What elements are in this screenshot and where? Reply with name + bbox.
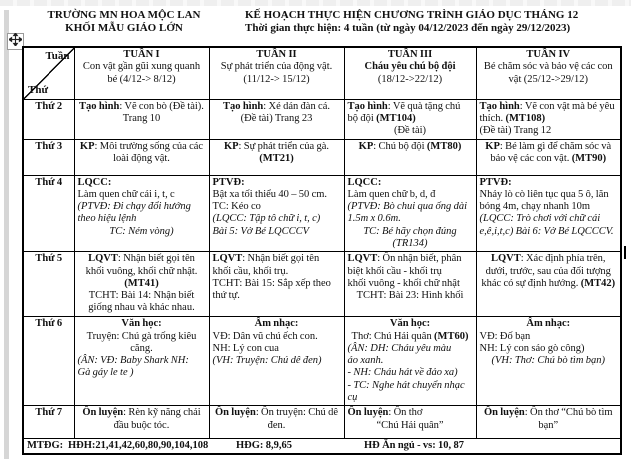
- cell-thu7-tuan3[interactable]: [344, 406, 476, 439]
- evaluation-row[interactable]: [23, 439, 621, 454]
- text-line: TUẦN IV: [526, 49, 571, 60]
- text-line: PTVĐ:: [212, 176, 245, 188]
- text-line: loài động vật.: [113, 152, 170, 164]
- text-line: KP: Bé làm gì để chăm sóc và: [485, 140, 612, 152]
- text-cursor: [624, 246, 626, 259]
- text-line: (ÂN: VĐ: Baby Shark NH:: [77, 355, 189, 367]
- cell-thu5-tuan1[interactable]: [74, 252, 209, 317]
- cell-thu5-tuan2[interactable]: [209, 252, 344, 317]
- text-line: TUẦN I: [123, 49, 160, 60]
- plan-title: [245, 9, 579, 34]
- text-line: Văn học:: [121, 318, 162, 330]
- text-line: (PTVĐ: Đi chạy đổi hướng: [77, 201, 191, 213]
- move-arrows-icon: [9, 33, 22, 51]
- hdg-values: HĐG: 8,9,65: [236, 440, 292, 452]
- text-line: Ôn luyện: Ôn thơ “Chú bò tìm: [483, 407, 613, 419]
- text-line: căng.: [130, 342, 153, 354]
- text-line: Gà gáy le te ): [77, 367, 134, 379]
- text-line: Tạo hình: Xé dán đàn cá.: [223, 100, 330, 112]
- cell-thu5-tuan3[interactable]: [344, 252, 476, 317]
- text-line: Ôn luyện: Rèn kỹ năng chải: [82, 407, 201, 419]
- text-line: bảo vệ các con vật. (MT90): [490, 152, 607, 164]
- cell-thu6-tuan1[interactable]: [74, 317, 209, 406]
- text-line: bé (4/12-> 8/12): [107, 73, 176, 85]
- plan-title-line2: Thời gian thực hiện: 4 tuần (từ ngày 04/12/2023 đến ngày 29/12/2023): [245, 21, 571, 34]
- cell-thu2-tuan3[interactable]: [344, 99, 476, 139]
- text-line: NH: Lý con cua: [212, 342, 279, 354]
- text-line: KP: Sự phát triển của gà.: [223, 140, 330, 152]
- text-line: TUẦN III: [387, 49, 433, 60]
- cell-thu3-tuan2[interactable]: [209, 139, 344, 175]
- text-line: (Đề tài): [393, 125, 427, 137]
- text-line: Ôn luyện: Ôn thơ: [347, 407, 423, 419]
- text-line: Con vật gần gũi xung quanh: [82, 61, 201, 73]
- text-line: TCHT: Bài 14: Nhận biết: [88, 290, 195, 302]
- text-line: LQVT: Ôn nhận biết, phân: [347, 253, 462, 265]
- text-line: PTVĐ:: [479, 176, 512, 188]
- text-line: Trang 10: [122, 112, 161, 124]
- text-line: đen.: [267, 419, 286, 431]
- text-line: cụ: [347, 392, 358, 404]
- text-line: khối vuông, khối chữ nhật.: [85, 265, 198, 277]
- text-line: giống nhau và khác nhau.: [88, 302, 195, 314]
- text-line: Cháu yêu chú bộ đội: [364, 61, 456, 73]
- text-line: Sự phát triển của động vật.: [220, 61, 333, 73]
- text-line: TCHT: Bài 23: Hình khối: [356, 290, 464, 302]
- text-line: TC: Ném vòng): [109, 225, 174, 237]
- text-line: (11/12-> 15/12): [243, 73, 310, 85]
- day-label-thu3[interactable]: Thứ 3: [23, 139, 74, 175]
- top-ruler-band: [0, 0, 631, 6]
- text-line: TCHT: Bài 15: Sắp xếp theo: [212, 277, 331, 289]
- text-line: Tạo hình: Vẽ con vật mà bé yêu: [479, 100, 615, 112]
- cell-thu6-tuan2[interactable]: [209, 317, 344, 406]
- text-line: TC: Kéo co: [212, 201, 261, 213]
- text-line: Tạo hình: Vẽ quà tặng chú: [347, 100, 461, 112]
- cell-thu4-tuan4[interactable]: [476, 175, 621, 252]
- text-line: thích. (MT108): [479, 112, 546, 124]
- text-line: Âm nhạc:: [254, 318, 299, 330]
- text-line: (MT41): [124, 277, 159, 289]
- text-line: (PTVĐ: Bò chui qua ống dài: [347, 201, 468, 213]
- text-line: khối vuông - khối chữ nhật: [347, 277, 460, 289]
- text-line: (VH: Truyện: Chú dê đen): [212, 355, 322, 367]
- plan-title-line1: KẾ HOẠCH THỰC HIỆN CHƯƠNG TRÌNH GIÁO DỤC THÁNG 12: [245, 9, 579, 21]
- text-line: LQCC:: [347, 176, 382, 188]
- cell-thu2-tuan2[interactable]: [209, 99, 344, 139]
- week-1-header[interactable]: [74, 47, 209, 99]
- text-line: - NH: Cháu hát về đảo xa): [347, 367, 458, 379]
- week-2-header[interactable]: [209, 47, 344, 99]
- text-line: (TR134): [392, 237, 428, 249]
- an-ngu-values: HĐ Ăn ngủ - vs: 10, 87: [364, 440, 465, 452]
- text-line: (18/12->22/12): [377, 73, 443, 85]
- text-line: Truyện: Chú gà trống kiêu: [86, 330, 197, 342]
- week-4-header[interactable]: [476, 47, 621, 99]
- day-label-thu4[interactable]: Thứ 4: [23, 175, 74, 252]
- cell-thu3-tuan3[interactable]: [344, 139, 476, 175]
- text-line: Thơ: Chú Hải quân (MT60): [351, 330, 469, 342]
- text-line: (ÂN: DH: Cháu yêu màu: [347, 342, 452, 354]
- cell-thu6-tuan3[interactable]: [344, 317, 476, 406]
- text-line: LQVT: Xác định phía trên,: [490, 253, 606, 265]
- cell-thu3-tuan4[interactable]: [476, 139, 621, 175]
- text-line: Nhảy lò cò liên tục qua 5 ô, lăn: [479, 188, 609, 200]
- text-line: khối cầu, khối trụ.: [212, 265, 289, 277]
- corner-cell[interactable]: [23, 47, 74, 99]
- day-label-thu2[interactable]: Thứ 2: [23, 99, 74, 139]
- school-header: [34, 9, 214, 34]
- text-line: biệt khối cầu - khối trụ: [347, 265, 442, 277]
- text-line: bóng 4m, chạy nhanh 10m: [479, 201, 590, 213]
- text-line: NH: Lý con sáo gò công): [479, 342, 585, 354]
- text-line: đầu buộc tóc.: [113, 419, 170, 431]
- text-line: Làm quen chữ cái i, t, c: [77, 188, 175, 200]
- text-line: dưới, trước, sau của đối tượng: [485, 265, 611, 277]
- text-line: - TC: Nghe hát chuyển nhạc: [347, 379, 465, 391]
- text-line: Tạo hình: Vẽ con bò (Đề tài).: [79, 100, 204, 112]
- text-line: theo hiệu lệnh: [77, 213, 137, 225]
- cell-thu4-tuan1[interactable]: [74, 175, 209, 252]
- text-line: KP: Môi trường sống của các: [79, 140, 204, 152]
- cell-thu7-tuan1[interactable]: [74, 406, 209, 439]
- text-line: Ôn luyện: Ôn truyện: Chú dê: [214, 407, 339, 419]
- text-line: e,ê,i,t,c) Bài 6: Vở Bé LQCCCV.: [479, 225, 614, 237]
- text-line: áo xanh.: [347, 355, 384, 367]
- day-label-thu5[interactable]: Thứ 5: [23, 252, 74, 317]
- text-line: (Đề tài) Trang 12: [479, 125, 552, 137]
- corner-label-thu: Thứ: [28, 84, 49, 97]
- text-line: Âm nhạc:: [526, 318, 571, 330]
- school-group: KHỐI MẪU GIÁO LỚN: [65, 21, 183, 34]
- text-line: VĐ: Đố bạn: [479, 330, 531, 342]
- text-line: LQVT: Nhận biết gọi tên: [88, 253, 195, 265]
- text-line: Văn học:: [389, 318, 431, 330]
- text-line: Bật xa tối thiểu 40 – 50 cm.: [212, 188, 328, 200]
- text-line: LQVT: Nhận biết gọi tên: [212, 253, 320, 265]
- text-line: 1.5m x 0.6m.: [347, 213, 401, 225]
- text-line: (Đề tài) Trang 23: [240, 112, 313, 124]
- day-label-thu6[interactable]: Thứ 6: [23, 317, 74, 406]
- cell-thu3-tuan1[interactable]: [74, 139, 209, 175]
- text-line: TC: Bé hãy chọn đúng: [363, 225, 457, 237]
- text-line: thứ tự.: [212, 290, 240, 302]
- text-line: bạn”: [538, 419, 559, 431]
- cell-thu7-tuan2[interactable]: [209, 406, 344, 439]
- text-line: Bài 5: Vở Bé LQCCCV: [212, 225, 310, 237]
- text-line: (LQCC: Tập tô chữ i, t, c): [212, 213, 321, 225]
- text-line: khác có sự định hướng. (MT42): [481, 277, 616, 289]
- text-line: Làm quen chữ b, d, đ: [347, 188, 436, 200]
- hdh-values: HĐH:21,41,42,60,80,90,104,108: [68, 440, 209, 452]
- text-line: Bé chăm sóc và bảo vệ các con: [483, 61, 613, 73]
- text-line: TUẦN II: [256, 49, 297, 60]
- mtdg-label: MTĐG:: [27, 440, 64, 452]
- schedule-table: [22, 46, 622, 455]
- cell-thu2-tuan4[interactable]: [476, 99, 621, 139]
- cell-thu5-tuan4[interactable]: [476, 252, 621, 317]
- week-3-header[interactable]: [344, 47, 476, 99]
- text-line: KP: Chú bộ đội (MT80): [358, 140, 462, 152]
- corner-label-tuan: Tuần: [45, 50, 70, 62]
- text-line: (LQCC: Trò chơi với chữ cái: [479, 213, 601, 225]
- cell-thu6-tuan4[interactable]: [476, 317, 621, 406]
- text-line: LQCC:: [77, 176, 112, 188]
- cell-thu7-tuan4[interactable]: [476, 406, 621, 439]
- cell-thu4-tuan3[interactable]: [344, 175, 476, 252]
- text-line: bộ đội (MT104): [347, 112, 416, 124]
- text-line: (MT21): [259, 152, 294, 164]
- left-page-margin-band: [4, 10, 9, 459]
- cell-thu4-tuan2[interactable]: [209, 175, 344, 252]
- text-line: “Chú Hải quân”: [376, 419, 444, 431]
- school-name: TRƯỜNG MN HOA MỘC LAN: [47, 9, 201, 21]
- text-line: vật (25/12->29/12): [508, 73, 588, 85]
- text-line: (VH: Thơ: Chú bò tìm bạn): [491, 355, 605, 367]
- cell-thu2-tuan1[interactable]: [74, 99, 209, 139]
- text-line: VĐ: Dân vũ chú ếch con.: [212, 330, 318, 342]
- day-label-thu7[interactable]: Thứ 7: [23, 406, 74, 439]
